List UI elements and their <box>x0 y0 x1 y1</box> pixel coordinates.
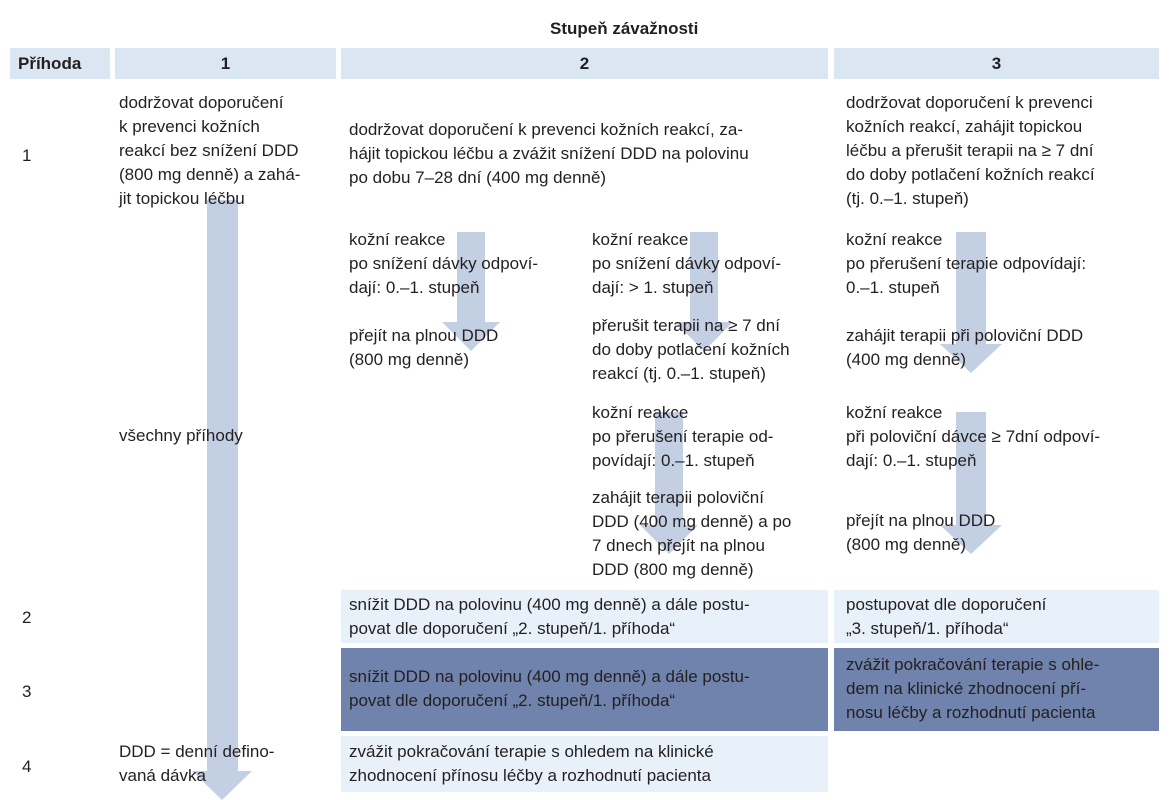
grade3-reaction2-text: kožní reakce při poloviční dávce ≥ 7dní odpoví- dají: 0.–1. stupeň <box>846 403 1101 470</box>
event2-grade2-text: snížit DDD na polovinu (400 mg denně) a dále postu- povat dle doporučení „2. stupeň/1. příhoda“ <box>349 595 750 638</box>
event-number-4: 4 <box>22 757 32 776</box>
grade2b-reaction2-text: kožní reakce po přerušení terapie od- povídají: 0.–1. stupeň <box>592 403 774 470</box>
event1-grade2-text: dodržovat doporučení k prevenci kožních reakcí, za- hájit topickou léčbu a zvážit snížení DDD na polovinu po dobu 7–28 dní (400 mg denně) <box>349 120 749 187</box>
ddd-footnote: DDD = denní defino- vaná dávka <box>119 742 275 785</box>
event-number-3: 3 <box>22 682 32 701</box>
grade-3-header <box>834 48 1159 79</box>
grade-1-header <box>115 48 336 79</box>
grade2b-action-text: přerušit terapii na ≥ 7 dní do doby potlačení kožních reakcí (tj. 0.–1. stupeň) <box>592 316 790 383</box>
event3-grade2-text: snížit DDD na polovinu (400 mg denně) a dále postu- povat dle doporučení „2. stupeň/1. příhoda“ <box>349 667 750 710</box>
grade2a-reaction-text: kožní reakce po snížení dávky odpoví- dají: 0.–1. stupeň <box>349 230 539 297</box>
grade2b-reaction-text: kožní reakce po snížení dávky odpoví- dají: > 1. stupeň <box>592 230 782 297</box>
grade2a-action-text: přejít na plnou DDD (800 mg denně) <box>349 326 499 369</box>
event3-grade3-text: zvážit pokračování terapie s ohle- dem na klinické zhodnocení pří- nosu léčby a rozhodnutí pacienta <box>846 655 1100 722</box>
event-number-1: 1 <box>22 146 32 165</box>
event-column-header <box>10 48 110 79</box>
grade2b-action2-text: zahájit terapii poloviční DDD (400 mg denně) a po 7 dnech přejít na plnou DDD (800 mg denně) <box>592 488 792 579</box>
grade-2-label: 2 <box>579 53 590 73</box>
grade3-action-text: zahájit terapii při poloviční DDD (400 mg denně) <box>846 326 1084 369</box>
arrow-grade1 <box>192 200 252 800</box>
event-number-2: 2 <box>22 608 32 627</box>
event1-grade3-text: dodržovat doporučení k prevenci kožních reakcí, zahájit topickou léčbu a přerušit terapii na ≥ 7 dní do doby potlačení kožních reakcí (tj. 0.–1. stupeň) <box>846 93 1095 208</box>
grade3-reaction-text: kožní reakce po přerušení terapie odpovídají: 0.–1. stupeň <box>846 230 1087 297</box>
event1-grade1-text: dodržovat doporučení k prevenci kožních reakcí bez snížení DDD (800 mg denně) a zahá- jit topickou léčbu <box>119 93 301 208</box>
all-events-label: všechny příhody <box>119 426 243 445</box>
grade3-action2-text: přejít na plnou DDD (800 mg denně) <box>846 511 996 554</box>
event2-grade3-text: postupovat dle doporučení „3. stupeň/1. příhoda“ <box>846 595 1047 638</box>
grade-2-header <box>341 48 828 79</box>
grade-3-label: 3 <box>991 53 1002 73</box>
event4-grade2-text: zvážit pokračování terapie s ohledem na klinické zhodnocení přínosu léčby a rozhodnutí pacienta <box>349 742 714 785</box>
severity-title: Stupeň závažnosti <box>550 19 699 38</box>
grade-1-label: 1 <box>220 53 231 73</box>
event-column-label: Příhoda <box>18 53 82 73</box>
